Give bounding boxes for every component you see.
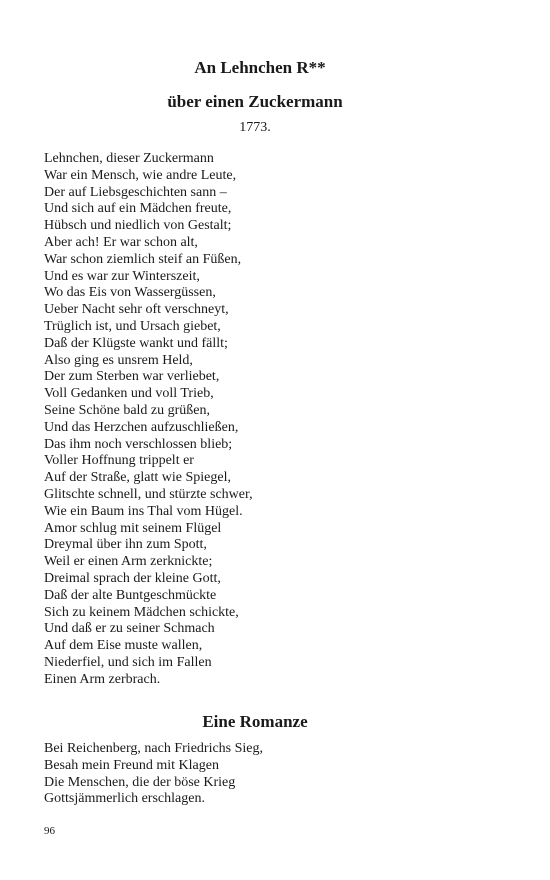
poem-line: Daß der Klügste wankt und fällt; (44, 335, 228, 351)
poem-line: Besah mein Freund mit Klagen (44, 757, 219, 773)
poem-subtitle: über einen Zuckermann (167, 92, 343, 111)
poem-line: Wie ein Baum ins Thal vom Hügel. (44, 503, 243, 519)
poem-line: Trüglich ist, und Ursach giebet, (44, 318, 221, 334)
poem-line: Der auf Liebsgeschichten sann – (44, 184, 227, 200)
second-poem-title: Eine Romanze (202, 712, 308, 731)
poem-line: Gottsjämmerlich erschlagen. (44, 791, 205, 807)
poem-title: An Lehnchen R** (194, 58, 326, 77)
poem-line: Amor schlug mit seinem Flügel (44, 520, 222, 536)
poem-line: Einen Arm zerbrach. (44, 671, 161, 687)
poem-line: Daß der alte Buntgeschmückte (44, 587, 217, 603)
poem-line: Voller Hoffnung trippelt er (44, 453, 194, 469)
poem-line: Also ging es unsrem Held, (44, 352, 193, 368)
poem-line: War schon ziemlich steif an Füßen, (44, 251, 242, 267)
poem-line: Voll Gedanken und voll Trieb, (44, 386, 214, 402)
poem-line: Dreimal sprach der kleine Gott, (44, 570, 221, 586)
poem-line: Weil er einen Arm zerknickte; (44, 554, 213, 570)
poem-line: Und sich auf ein Mädchen freute, (44, 201, 232, 217)
poem-line: Und das Herzchen aufzuschließen, (44, 419, 239, 435)
poem-line: Das ihm noch verschlossen blieb; (44, 436, 233, 452)
poem-line: Wo das Eis von Wassergüssen, (44, 285, 216, 301)
poem-line: War ein Mensch, wie andre Leute, (44, 167, 237, 183)
poem-line: Lehnchen, dieser Zuckermann (44, 151, 214, 166)
poem-line: Und es war zur Winterszeit, (44, 268, 200, 284)
poem-line: Auf dem Eise muste wallen, (44, 638, 203, 654)
page-number: 96 (44, 825, 55, 837)
poem-body (44, 151, 253, 689)
poem-line: Niederfiel, und sich im Fallen (44, 654, 212, 670)
second-poem-body (44, 741, 263, 808)
poem-line: Sich zu keinem Mädchen schickte, (44, 604, 239, 620)
poem-year: 1773. (239, 120, 271, 135)
poem-line: Auf der Straße, glatt wie Spiegel, (44, 470, 232, 486)
poem-line: Hübsch und niedlich von Gestalt; (44, 218, 232, 234)
poem-line: Dreymal über ihn zum Spott, (44, 537, 207, 553)
poem-line: Glitschte schnell, und stürzte schwer, (44, 486, 253, 502)
poem-line: Ueber Nacht sehr oft verschneyt, (44, 302, 229, 318)
poem-line: Der zum Sterben war verliebet, (44, 369, 220, 385)
poem-line: Bei Reichenberg, nach Friedrichs Sieg, (44, 741, 264, 756)
poem-line: Und daß er zu seiner Schmach (44, 621, 215, 637)
poem-line: Seine Schöne bald zu grüßen, (44, 402, 211, 418)
poem-line: Die Menschen, die der böse Krieg (44, 774, 236, 790)
poem-line: Aber ach! Er war schon alt, (44, 234, 198, 250)
